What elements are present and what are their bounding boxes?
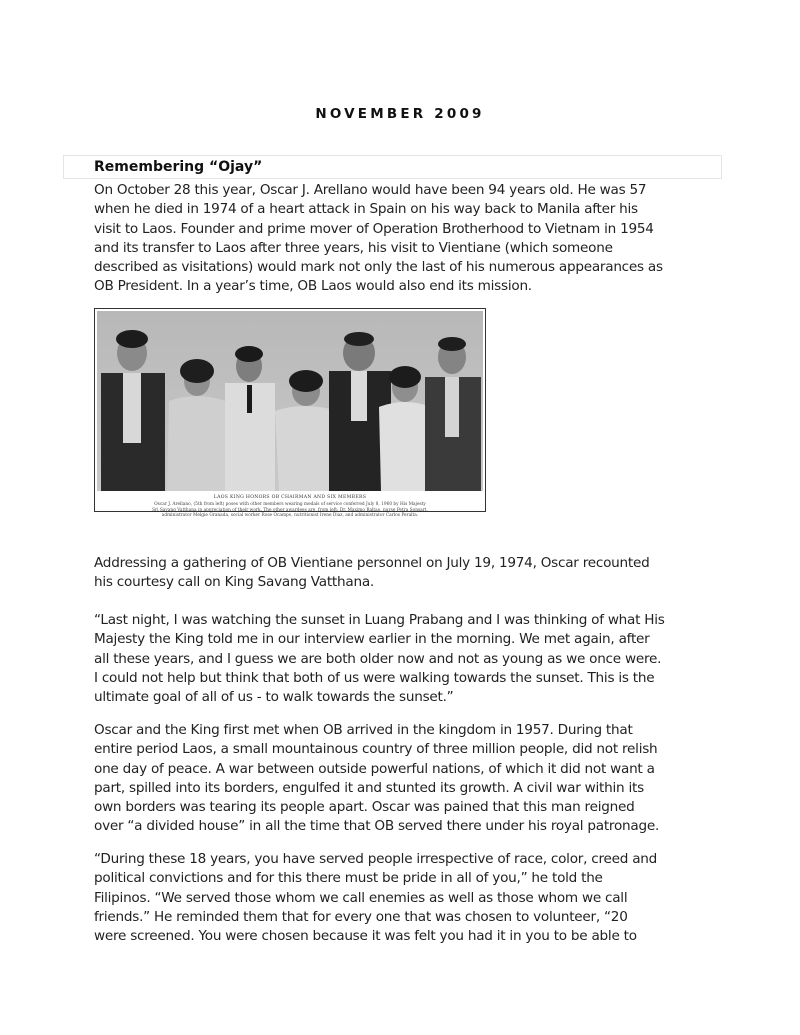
paragraph-addressing [94,554,734,593]
issue-month-heading: NOVEMBER 2009 [315,106,485,122]
text-line: all these years, and I guess we are both older now and not as young as we once were. [94,650,662,667]
text-line: political convictions and for this there must be pride in all of you,” he told the [94,870,603,887]
group-photo-image [97,311,483,491]
text-line: “During these 18 years, you have served people irrespective of race, color, creed and [94,851,658,867]
text-line: and its transfer to Laos after three years, his visit to Vientiane (which someone [94,239,613,256]
text-line: visit to Laos. Founder and prime mover of Operation Brotherhood to Vietnam in 1954 [94,220,654,237]
paragraph-intro [94,181,734,297]
text-line: Oscar and the King first met when OB arrived in the kingdom in 1957. During that [94,722,633,738]
group-photo [97,311,483,491]
text-line: were screened. You were chosen because it was felt you had it in you to be able to [94,928,637,945]
text-line: On October 28 this year, Oscar J. Arellano would have been 94 years old. He was 57 [94,182,647,198]
article-title: Remembering “Ojay” [94,159,263,175]
paragraph-quote-sunset [94,611,734,707]
group-photo-figure [94,308,486,519]
paragraph-eighteen-years [94,850,734,946]
caption-line: Oscar J. Arellano, (5th from left) poses with other members wearing medals of service conferred July 8, 1960 by His Majesty [154,502,426,507]
text-line: one day of peace. A war between outside powerful nations, of which it did not want a [94,760,655,777]
text-line: entire period Laos, a small mountainous country of three million people, did not relish [94,741,658,758]
text-line: over “a divided house” in all the time that OB served there under his royal patronage. [94,818,660,835]
text-line: Addressing a gathering of OB Vientiane personnel on July 19, 1974, Oscar recounted [94,555,650,571]
text-line: when he died in 1974 of a heart attack in Spain on his way back to Manila after his [94,201,638,218]
text-line: own borders was tearing its people apart. Oscar was pained that this man reigned [94,799,635,816]
caption-line: administrator Melgie Granada, social worker Rose Ocampo, nutritionist Irene Diaz, and administrator Carlos Peralta. [161,513,419,519]
text-line: I could not help but think that both of us were walking towards the sunset. This is the [94,669,655,686]
text-line: Majesty the King told me in our interview earlier in the morning. We met again, after [94,631,650,648]
paragraph-king-meeting [94,721,734,837]
text-line: described as visitations) would mark not only the last of his numerous appearances as [94,259,663,276]
photo-caption-title: LAOS KING HONORS OB CHAIRMAN AND SIX MEMBERS [213,495,367,500]
text-line: ultimate goal of all of us - to walk towards the sunset.” [94,689,454,706]
text-line: “Last night, I was watching the sunset in Luang Prabang and I was thinking of what His [94,612,665,628]
text-line: part, spilled into its borders, engulfed it and stunted its growth. A civil war within its [94,779,644,796]
text-line: Filipinos. “We served those whom we call enemies as well as those whom we call [94,889,628,906]
photo-caption [101,502,479,519]
text-line: OB President. In a year’s time, OB Laos would also end its mission. [94,278,532,295]
text-line: his courtesy call on King Savang Vatthana. [94,574,374,591]
text-line: friends.” He reminded them that for every one that was chosen to volunteer, “20 [94,908,628,925]
caption-line: Sri Savang Vatthana in appreciation of their work. The other awardees are, from left: Dr. Maximo Baltao, nurse Petra Sonsart, [152,507,428,513]
